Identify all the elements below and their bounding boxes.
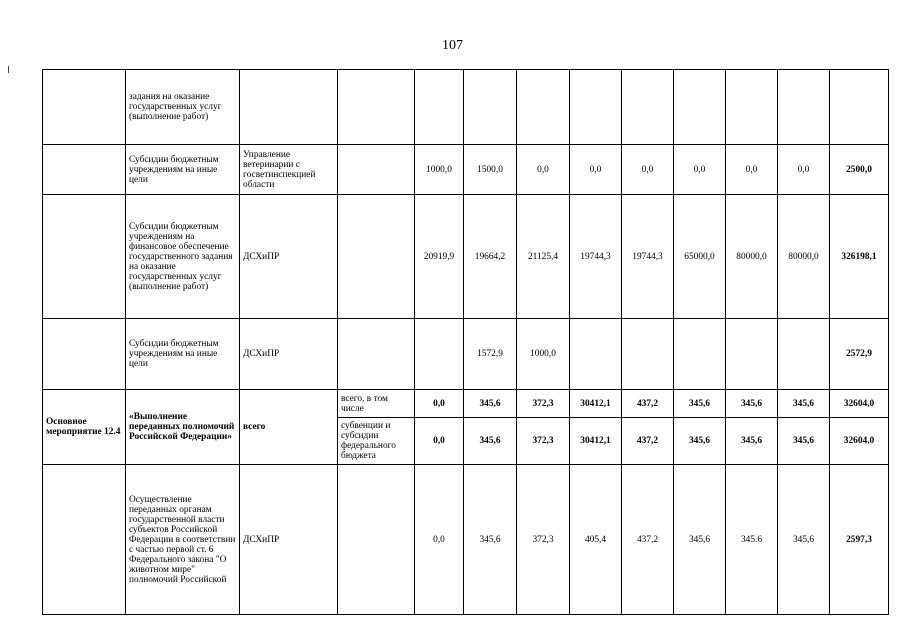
value-cell (726, 70, 778, 145)
table-row (43, 70, 889, 145)
table-row (43, 195, 889, 319)
total-cell: 326198,1 (830, 195, 889, 319)
value-cell: 0,0 (726, 145, 778, 195)
program-table (42, 69, 889, 615)
total-cell (830, 70, 889, 145)
page-number: 107 (442, 38, 463, 53)
value-cell: 65000,0 (674, 195, 726, 319)
value-cell: 345,6 (464, 418, 517, 465)
value-cell: 80000,0 (778, 195, 830, 319)
value-cell: 80000,0 (726, 195, 778, 319)
value-cell: 372,3 (517, 418, 570, 465)
value-cell (674, 70, 726, 145)
margin-mark (8, 66, 9, 73)
total-cell: 32604,0 (830, 418, 889, 465)
table-row (43, 319, 889, 390)
source-cell: субвенции и субсидии федерального бюджета (338, 418, 415, 465)
source-cell (338, 319, 415, 390)
value-cell: 1000,0 (415, 145, 464, 195)
description-cell: «Выполнение переданных полномочий Российской Федерации» (126, 390, 240, 465)
source-cell (338, 70, 415, 145)
total-cell: 32604,0 (830, 390, 889, 418)
value-cell: 437,2 (622, 390, 674, 418)
total-cell: 2500,0 (830, 145, 889, 195)
value-cell (674, 319, 726, 390)
value-cell: 1572,9 (464, 319, 517, 390)
measure-cell: Основное мероприятие 12.4 (43, 390, 126, 465)
measure-cell (43, 465, 126, 615)
value-cell: 345,6 (464, 465, 517, 615)
source-cell (338, 465, 415, 615)
value-cell: 0,0 (517, 145, 570, 195)
value-cell: 437,2 (622, 465, 674, 615)
executor-cell: ДСХиПР (240, 319, 338, 390)
description-cell: задания на оказание государственных услуг (выполнение работ) (126, 70, 240, 145)
value-cell: 437,2 (622, 418, 674, 465)
value-cell: 19744,3 (622, 195, 674, 319)
value-cell: 30412,1 (570, 390, 622, 418)
value-cell: 0,0 (622, 145, 674, 195)
value-cell (570, 70, 622, 145)
value-cell: 0,0 (415, 465, 464, 615)
value-cell: 345,6 (674, 465, 726, 615)
executor-cell: Управление ветеринарии с госветинспекцией области (240, 145, 338, 195)
executor-cell: всего (240, 390, 338, 465)
value-cell: 345,6 (464, 390, 517, 418)
value-cell: 0,0 (415, 418, 464, 465)
value-cell (622, 70, 674, 145)
table-row (43, 390, 889, 418)
value-cell: 345,6 (778, 418, 830, 465)
source-cell (338, 145, 415, 195)
total-cell: 2597,3 (830, 465, 889, 615)
value-cell (726, 319, 778, 390)
value-cell (570, 319, 622, 390)
value-cell: 1000,0 (517, 319, 570, 390)
value-cell: 345.6 (726, 465, 778, 615)
measure-cell (43, 195, 126, 319)
value-cell: 19664,2 (464, 195, 517, 319)
value-cell: 19744,3 (570, 195, 622, 319)
value-cell: 372,3 (517, 390, 570, 418)
value-cell (464, 70, 517, 145)
table-row (43, 465, 889, 615)
executor-cell: ДСХиПР (240, 195, 338, 319)
source-cell (338, 195, 415, 319)
executor-cell: ДСХиПР (240, 465, 338, 615)
value-cell (778, 70, 830, 145)
measure-cell (43, 145, 126, 195)
value-cell (778, 319, 830, 390)
value-cell: 345,6 (726, 418, 778, 465)
description-cell: Субсидии бюджетным учреждениям на финансовое обеспечение государственного задания на оказание государственных услуг (выполнение работ) (126, 195, 240, 319)
value-cell: 0,0 (415, 390, 464, 418)
description-cell: Субсидии бюджетным учреждениям на иные цели (126, 319, 240, 390)
source-cell: всего, в том числе (338, 390, 415, 418)
value-cell (517, 70, 570, 145)
value-cell: 345,6 (674, 390, 726, 418)
value-cell: 21125,4 (517, 195, 570, 319)
value-cell: 345,6 (674, 418, 726, 465)
value-cell: 0,0 (570, 145, 622, 195)
value-cell: 372,3 (517, 465, 570, 615)
executor-cell (240, 70, 338, 145)
value-cell: 1500,0 (464, 145, 517, 195)
value-cell: 345,6 (726, 390, 778, 418)
table-row (43, 145, 889, 195)
description-cell: Субсидии бюджетным учреждениям на иные цели (126, 145, 240, 195)
total-cell: 2572,9 (830, 319, 889, 390)
value-cell: 30412,1 (570, 418, 622, 465)
value-cell (415, 70, 464, 145)
value-cell (415, 319, 464, 390)
value-cell (622, 319, 674, 390)
value-cell: 0,0 (778, 145, 830, 195)
measure-cell (43, 319, 126, 390)
value-cell: 20919,9 (415, 195, 464, 319)
value-cell: 345,6 (778, 465, 830, 615)
description-cell: Осуществление переданных органам государственной власти субъектов Российской Федерации в соответствии с частью первой ст. 6 Федерального закона "О животном мире" полномочий Российской (126, 465, 240, 615)
value-cell: 0,0 (674, 145, 726, 195)
value-cell: 345,6 (778, 390, 830, 418)
measure-cell (43, 70, 126, 145)
value-cell: 405,4 (570, 465, 622, 615)
